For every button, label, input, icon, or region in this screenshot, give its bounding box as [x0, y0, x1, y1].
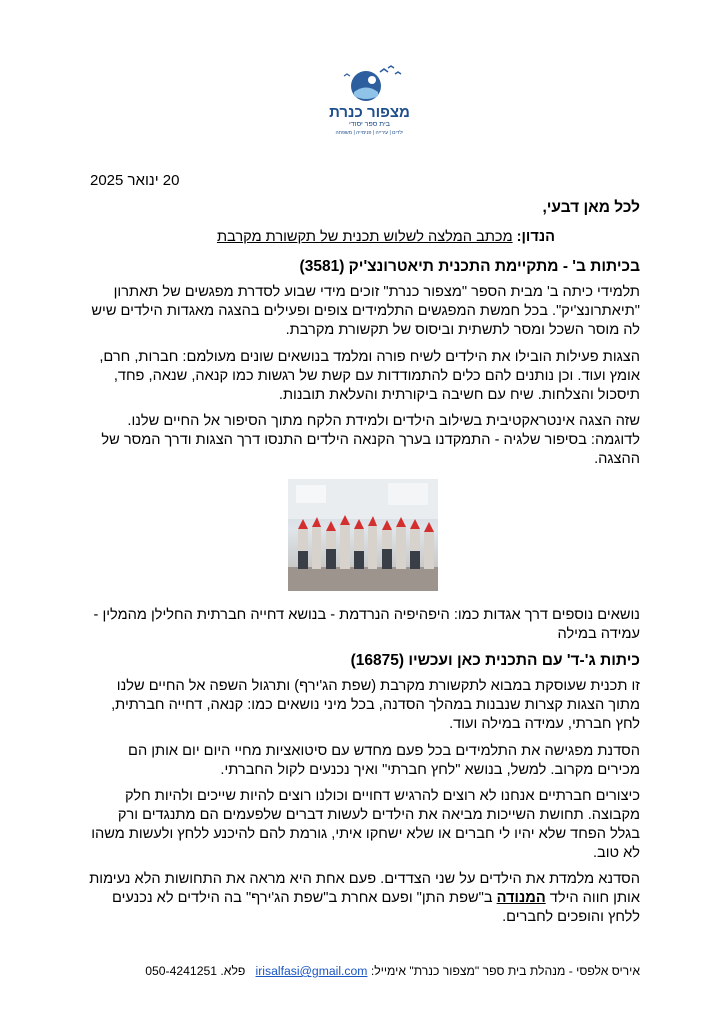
phone-label: פלא.	[220, 964, 246, 978]
section1-heading-number: 3581	[304, 258, 340, 275]
section2-heading-text: כיתות ג'-ד' עם התכנית כאן ועכשיו (	[398, 652, 640, 669]
email-link[interactable]: irisalfasi@gmail.com	[255, 964, 368, 978]
subject-text: מכתב המלצה לשלוש תכנית של תקשורת מקרבת	[216, 229, 513, 245]
emphasized-word: המנודה	[496, 890, 546, 906]
section1-heading-text: בכיתות ב' - מתקיימת התכנית תיאטרונצ'יק (	[339, 258, 640, 275]
section2-text: ב"שפת התן" ופעם אחרת ב"שפת הג'ירף" בה הילדים לא נכנעים ללחץ והופכים לחברים.	[112, 890, 640, 925]
phone-number: 050-4241251	[145, 964, 218, 978]
logo-name: מצפור כנרת	[329, 104, 410, 121]
school-logo	[322, 62, 417, 140]
greeting: לכל מאן דבעי,	[542, 199, 640, 216]
section2-paragraph: הסדנת מפגישה את התלמידים בכל פעם מחדש עם סיטואציות מחיי היום יום אותן הם מכירים מקרוב. למשל, בנושא "לחץ חברתי" ואיך נכנעים לקול החברתי.	[128, 743, 640, 778]
logo-emblem-icon	[334, 62, 406, 104]
section1-paragraph: נושאים נוספים דרך אגדות כמו: היפהיפיה הנרדמת - בנושא דחייה חברתית החלילן מהמלין - עמידה במילה	[93, 607, 640, 642]
subject-label: הנדון:	[516, 229, 555, 245]
section2-text: הסדנא מלמדת את הילדים על שני הצדדים. פעם אחת היא מראה את התחושות הלא נעימות אותן חווה הילד	[89, 871, 640, 906]
subject-line	[85, 228, 555, 247]
section1-paragraph: תלמידי כיתה ב' מבית הספר "מצפור כנרת" זוכים מידי שבוע לסדרת מפגשים של תאתרון "תיאתרונצ'יק". בכל חמשת המפגשים התלמידים צופים ופעילים בהצגה מאגדות הילדים שיש לה מוסר השכל ומסר לתשתית וביסוס של תקשורת מקרבת.	[91, 284, 640, 338]
email-label: אימייל:	[370, 964, 406, 978]
section2-paragraph: זו תכנית שעוסקת במבוא לתקשורת מקרבת (שפת הג'ירף) ותרגול השפה אל החיים שלנו מתוך הצגות קצרות שנבנות במהלך הסדנה, בכל מיני נושאים כמו: קנאה, דחייה חברתית, לחץ חברתי, עמידה במילה ועוד.	[111, 678, 640, 732]
logo-subtitle: בית ספר יסודי	[349, 121, 390, 128]
section1-paragraph: שזה הצגה אינטראקטיבית בשילוב הילדים ולמידת הלקח מתוך הסיפור אל החיים שלנו. לדוגמה: בסיפור שלגיה - התמקדנו בערך הקנאה הילדים התנסו דרך הצגות ודרך המסר של ההצגה.	[101, 413, 640, 467]
section2-heading-number: 16875	[355, 652, 399, 669]
section1-paragraph: הצגות פעילות הובילו את הילדים לשיח פורה ומלמד בנושאים שונים מעולמם: חברות, חרם, אומץ ועוד. וכן נותנים להם כלים להתמודדות עם קשת של רגשות כמו קנאה, שנאה, פחד, תיסכול והצלחות. שיח עם חשיבה ביקורתית והעלאת תובנות.	[99, 349, 640, 403]
section2-paragraph	[85, 870, 640, 927]
section2-heading	[85, 651, 640, 670]
footer	[80, 964, 640, 978]
letter-date: 20 ינואר 2025	[90, 172, 180, 189]
logo-tagline: ילדים | עירייה | פנימייה | משפחה	[335, 130, 404, 136]
footer-signature: איריס אלפסי - מנהלת בית ספר "מצפור כנרת"	[409, 964, 640, 978]
section1-heading-close: )	[299, 258, 305, 275]
class-performance-photo	[288, 479, 438, 591]
section1-heading	[85, 257, 640, 276]
section2-heading-close: )	[350, 652, 356, 669]
section2-paragraph: כיצורים חברתיים אנחנו לא רוצים להרגיש דחויים וכולנו רוצים להיות שייכים ולהיות חלק מקבוצה. תחושת השייכות מביאה את הילדים לעשות דברים שלפעמים הם מתנגדים ורק בגלל הפחד שלא יהיו לי חברים או שלא ישחקו איתי, גורמת להם להיכנע ללחץ ולעשות משהו לא טוב.	[91, 788, 640, 861]
